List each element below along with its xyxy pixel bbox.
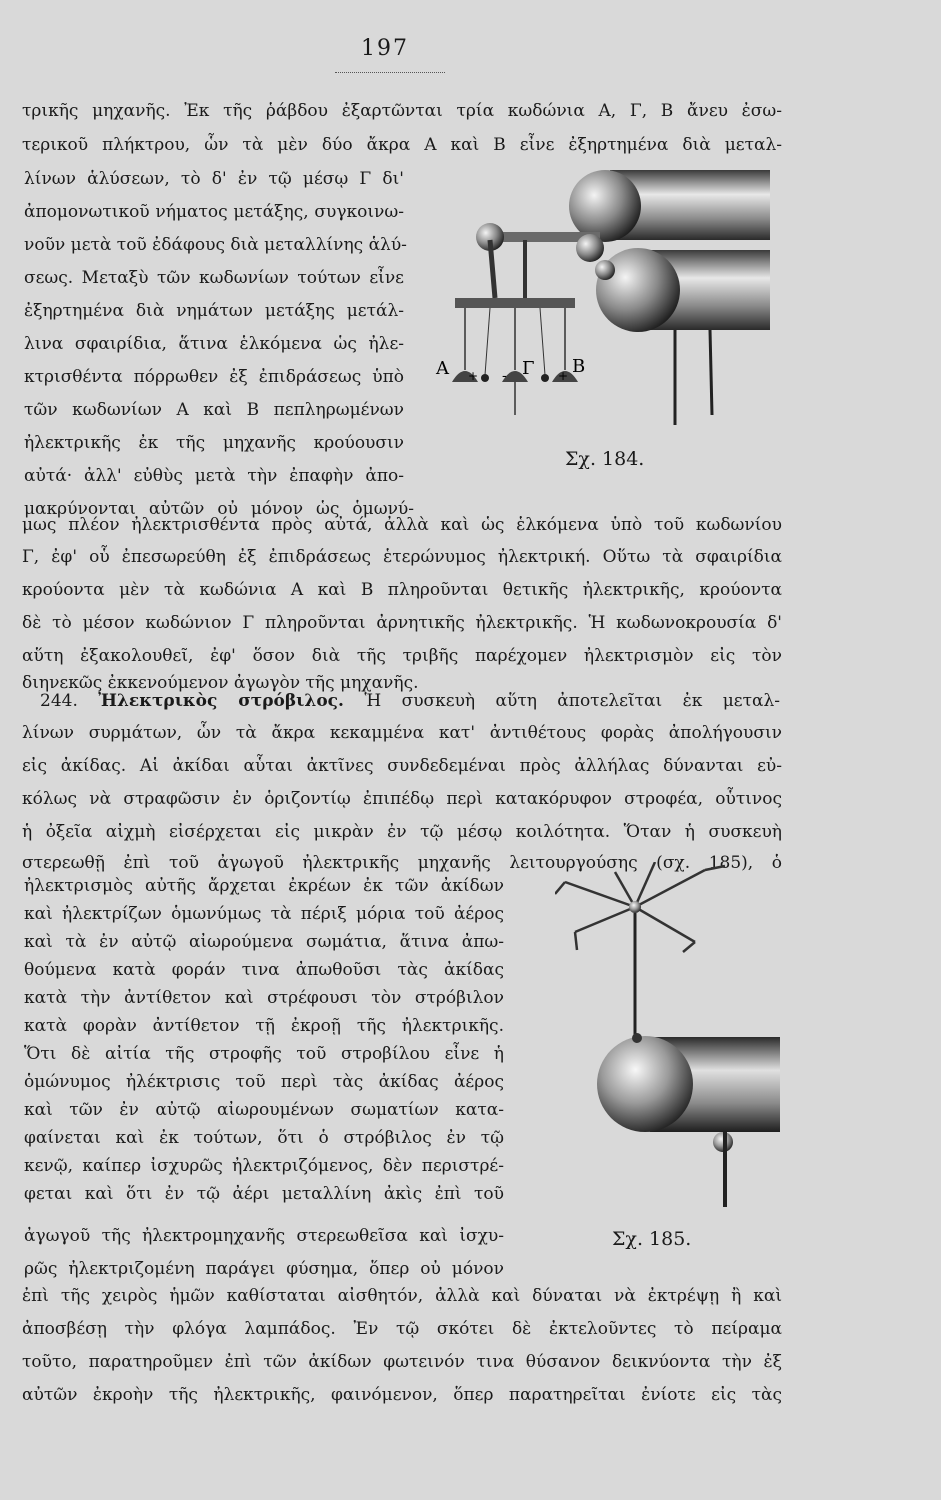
text-line: διηνεκῶς ἐκκενούμενον ἀγωγὸν τῆς μηχανῆς. [22, 673, 419, 693]
text-line: λίνων συρμάτων, ὧν τὰ ἄκρα κεκαμμένα κατ' ἀντιθέτους φορὰς ἀπολήγουσιν [22, 723, 782, 743]
text-line: λίνων ἁλύσεων, τὸ δ' ἐν τῷ μέσῳ Γ δι' [24, 169, 404, 189]
figure-184-electric-chimes [420, 170, 780, 430]
text-line: νοῦν μετὰ τοῦ ἐδάφους διὰ μεταλλίνης ἁλύ- [24, 235, 407, 255]
text-line: τρικῆς μηχανῆς. Ἐκ τῆς ῥάβδου ἐξαρτῶνται τρία κωδώνια Α, Γ, Β ἄνευ ἐσω- [22, 101, 782, 121]
figure-label-minus: - [502, 368, 507, 384]
text-line: καὶ ἠλεκτρίζων ὁμωνύμως τὰ πέριξ μόρια τοῦ ἀέρος [24, 904, 504, 924]
text-line: θούμενα κατὰ φοράν τινα ἀπωθοῦσι τὰς ἀκίδας [24, 960, 504, 980]
text-line: ἀποσβέσῃ τὴν φλόγα λαμπάδος. Ἐν τῷ σκότει δὲ ἐκτελοῦντες τὸ πείραμα [22, 1319, 782, 1339]
text-line: ἠλεκτρισμὸς αὐτῆς ἄρχεται ἐκρέων ἐκ τῶν ἀκίδων [24, 876, 504, 896]
text-line: μακρύνονται αὐτῶν οὐ μόνον ὡς ὁμωνύ- [24, 499, 414, 519]
text-line: αὐτῶν ἐκροὴν τῆς ἠλεκτρικῆς, φαινόμενον, ὅπερ παρατηρεῖται ἐνίοτε εἰς τὰς [22, 1385, 782, 1405]
figure-label-a: Α [436, 358, 449, 379]
text-line: Ὅτι δὲ αἰτία τῆς στροφῆς τοῦ στροβίλου εἶνε ἡ [24, 1044, 504, 1064]
text-line: κατὰ τὴν ἀντίθετον καὶ στρέφουσι τὸν στρόβιλον [24, 988, 504, 1008]
figure-185-electric-whirl [555, 862, 785, 1212]
text-line: τερικοῦ πλήκτρου, ὧν τὰ μὲν δύο ἄκρα Α καὶ Β εἶνε ἐξηρτημένα διὰ μεταλ- [22, 135, 782, 155]
text-line: κατὰ φορὰν ἀντίθετον τῇ ἐκροῇ τῆς ἠλεκτρικῆς. [24, 1016, 504, 1036]
section-title: Ἠλεκτρικὸς στρόβιλος. [98, 691, 344, 711]
text-line: τῶν κωδωνίων Α καὶ Β πεπληρωμένων [24, 400, 404, 420]
text-line: Γ, ἐφ' οὗ ἐπεσωρεύθη ἐξ ἐπιδράσεως ἑτερώνυμος ἠλεκτρική. Οὕτω τὰ σφαιρίδια [22, 547, 782, 567]
figure-label-plus: + [558, 369, 569, 383]
text-line: καὶ τὰ ἐν αὐτῷ αἰωρούμενα σωμάτια, ἅτινα ἀπω- [24, 932, 504, 952]
figure-185-caption: Σχ. 185. [612, 1228, 692, 1250]
figure-label-gamma: Γ [522, 358, 535, 379]
text-line: μως πλέον ἠλεκτρισθέντα πρὸς αὐτά, ἀλλὰ καὶ ὡς ἑλκόμενα ὑπὸ τοῦ κωδωνίου [22, 515, 782, 535]
text-line: ἐπὶ τῆς χειρὸς ἡμῶν καθίσταται αἰσθητόν, ἀλλὰ καὶ δύναται νὰ ἐκτρέψῃ ἢ καὶ [22, 1286, 782, 1306]
text-line: ρῶς ἠλεκτριζομένη παράγει φύσημα, ὅπερ οὐ μόνον [24, 1259, 504, 1279]
section-heading-line [40, 690, 780, 712]
figure-label-plus: + [468, 369, 479, 383]
text-line: ὁμώνυμος ἠλέκτρισις τοῦ περὶ τὰς ἀκίδας ἀέρος [24, 1072, 504, 1092]
text-line: ἠλεκτρικῆς ἐκ τῆς μηχανῆς κρούουσιν [24, 433, 404, 453]
text-line: εἰς ἀκίδας. Αἱ ἀκίδαι αὗται ἀκτῖνες συνδεδεμέναι πρὸς ἀλλήλας δύνανται εὐ- [22, 756, 782, 776]
text-line: κρούοντα μὲν τὰ κωδώνια Α καὶ Β πληροῦνται θετικῆς ἠλεκτρικῆς, κρούοντα [22, 580, 782, 600]
text-line: κενῷ, καίπερ ἰσχυρῶς ἠλεκτριζόμενος, δὲν περιστρέ- [24, 1156, 504, 1176]
text-line: λινα σφαιρίδια, ἅτινα ἑλκόμενα ὡς ἠλε- [24, 334, 404, 354]
text-line: καὶ τῶν ἐν αὐτῷ αἰωρουμένων σωματίων κατα- [24, 1100, 504, 1120]
figure-184-caption: Σχ. 184. [565, 448, 645, 470]
text-line: ἐξηρτημένα διὰ νημάτων μετάξης μετάλ- [24, 301, 404, 321]
text-line: δὲ τὸ μέσον κωδώνιον Γ πληροῦνται ἀρνητικῆς ἠλεκτρικῆς. Ἡ κωδωνοκρουσία δ' [22, 613, 782, 633]
text-line: κτρισθέντα πόρρωθεν ἐξ ἐπιδράσεως ὑπὸ [24, 367, 404, 387]
text-line: φαίνεται καὶ ἐκ τούτων, ὅτι ὁ στρόβιλος ἐν τῷ [24, 1128, 504, 1148]
text-line: ἀγωγοῦ τῆς ἠλεκτρομηχανῆς στερεωθεῖσα καὶ ἰσχυ- [24, 1226, 504, 1246]
text-line: αὕτη ἐξακολουθεῖ, ἐφ' ὅσον διὰ τῆς τριβῆς παρέχομεν ἠλεκτρισμὸν εἰς τὸν [22, 646, 782, 666]
section-number: 244. [40, 691, 78, 711]
figure-label-b: Β [572, 356, 586, 377]
text-line: κόλως νὰ στραφῶσιν ἐν ὁριζοντίῳ ἐπιπέδῳ περὶ κατακόρυφον στροφέα, οὗτινος [22, 789, 782, 809]
text-line: αὐτά· ἀλλ' εὐθὺς μετὰ τὴν ἐπαφὴν ἀπο- [24, 466, 404, 486]
text-line: τοῦτο, παρατηροῦμεν ἐπὶ τῶν ἀκίδων φωτεινόν τινα θύσανον δεικνύοντα τὴν ἐξ [22, 1352, 782, 1372]
text-line: φεται καὶ ὅτι ἐν τῷ ἀέρι μεταλλίνη ἀκὶς ἐπὶ τοῦ [24, 1184, 504, 1204]
section-first-line: Ἡ συσκευὴ αὕτη ἀποτελεῖται ἐκ μεταλ- [364, 691, 780, 711]
text-line: ἀπομονωτικοῦ νήματος μετάξης, συγκοινω- [24, 202, 404, 222]
text-line: ἡ ὀξεῖα αἰχμὴ εἰσέρχεται εἰς μικρὰν ἐν τῷ μέσῳ κοιλότητα. Ὅταν ἡ συσκευὴ [22, 822, 782, 842]
text-line: στερεωθῇ ἐπὶ τοῦ ἀγωγοῦ ἠλεκτρικῆς μηχανῆς λειτουργούσης (σχ. 185), ὁ [22, 853, 782, 873]
page-number-rule [335, 72, 445, 73]
page-number: 197 [361, 36, 409, 61]
text-line: σεως. Μεταξὺ τῶν κωδωνίων τούτων εἶνε [24, 268, 404, 288]
